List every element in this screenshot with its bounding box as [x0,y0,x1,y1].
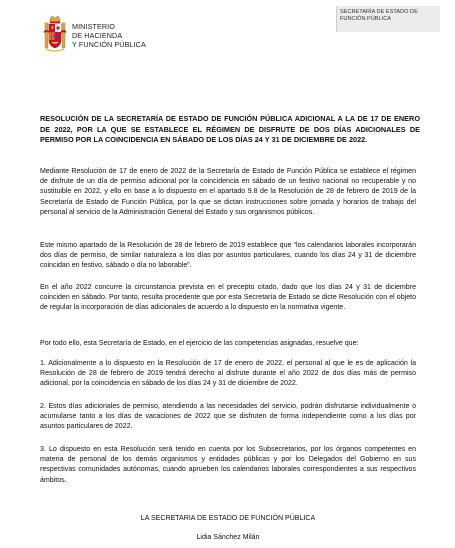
spain-coat-of-arms-icon [44,13,66,57]
department-line-1: SECRETARÍA DE ESTADO DE [340,9,418,15]
ministry-line-3: Y FUNCIÓN PÚBLICA [72,40,146,49]
ministry-line-2: DE HACIENDA [72,31,123,40]
paragraph-quote: Este mismo apartado de la Resolución de 28 de febrero de 2019 establece que “los calendarios laborales incorporarán dos días de permiso, de similar naturaleza a los días por asuntos particulares, cuando los días 24 y 31 de diciembre coincidan en festivo, sábado o día no laborable”. [40,242,416,270]
resolution-point-2: 2. Estos días adicionales de permiso, atendiendo a las necesidades del servicio, podrán disfrutarse individualmente o acumularse tanto a los días de vacaciones de 2022 que se disfruten de forma independiente como a los días por asuntos particulares de 2022. [40,403,416,431]
resolution-point-1: 1. Adicionalmente a lo dispuesto en la Resolución de 17 de enero de 2022, el personal al que le es de aplicación la Resolución de 28 de febrero de 2019 tendrá derecho al disfrute durante el año 2022 de dos días más de permiso adicional, por la coincidencia en sábado de los días 24 y 31 de diciembre de 2022. [40,360,416,388]
paragraph-intro: Mediante Resolución de 17 de enero de 2022 de la Secretaría de Estado de Función Pública se establece el régimen de disfrute de un día de permiso adicional por la coincidencia en sábado de un festivo nacional no recuperable y no sustituible en 2022, y ello en base a lo dispuesto en el apartado 9.8 de la Resolución de 28 de febrero de 2019 de la Secretaría de Estado de Función Pública, por la que se dictan instrucciones sobre jornada y horarios de trabajo del personal al servicio de la Administración General del Estado y sus organismos públicos. [40,168,416,216]
signature-title: LA SECRETARIA DE ESTADO DE FUNCIÓN PÚBLICA [140,515,316,522]
ministry-name [72,22,146,49]
department-label [336,6,440,32]
ministry-line-1: MINISTERIO [72,22,115,31]
department-line-2: FUNCIÓN PÚBLICA [340,16,391,22]
paragraph-circumstance: En el año 2022 concurre la circunstancia prevista en el precepto citado, dado que los días 24 y 31 de diciembre coinciden en sábado. Por tanto, resulta procedente que por esta Secretaría de Estado se dicte Resolución con el objeto de regular la incorporación de días adicionales de acuerdo a lo dispuesto en la normativa vigente. [40,284,416,312]
resolution-title: RESOLUCIÓN DE LA SECRETARÍA DE ESTADO DE FUNCIÓN PÚBLICA ADICIONAL A LA DE 17 DE ENERO DE 2022, POR LA QUE SE ESTABLECE EL RÉGIMEN DE DISFRUTE DE DOS DÍAS ADICIONALES DE PERMISO POR LA COINCIDENCIA EN SÁBADO DE LOS DÍAS 24 Y 31 DE DICIEMBRE DE 2022. [40,114,420,145]
resolution-point-3: 3. Lo dispuesto en esta Resolución será tenido en cuenta por los Subsecretarios, por los órganos competentes en materia de personal de los demás organismos y entidades públicas y por los Delegados del Gobierno en sus respectivas comunidades autónomas, cuando aprueben los calendarios laborales correspondientes a sus respectivos ámbitos. [40,446,416,484]
paragraph-resolves: Por todo ello, esta Secretaría de Estado, en el ejercicio de las competencias asignadas, resuelve que: [40,340,359,347]
signature-name: Lidia Sánchez Milán [196,534,260,541]
